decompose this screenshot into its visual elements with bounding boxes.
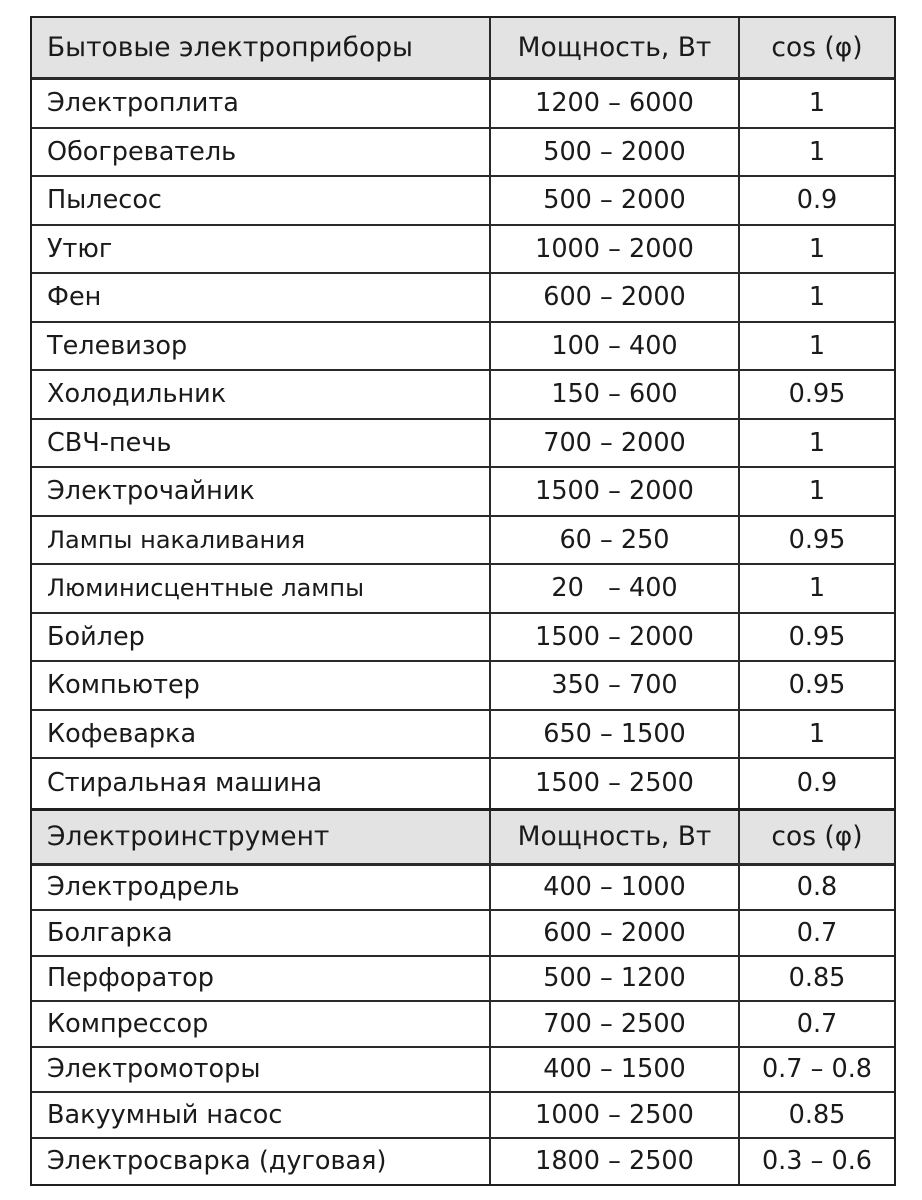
- row-power: 600 – 2000: [491, 274, 740, 321]
- row-power: 700 – 2500: [491, 1002, 740, 1046]
- row-power: 1000 – 2500: [491, 1093, 740, 1137]
- row-power: 1500 – 2000: [491, 468, 740, 515]
- table-row: [32, 565, 894, 614]
- row-cos: 1: [808, 233, 826, 264]
- table-row: [32, 662, 894, 711]
- table-row: [32, 866, 894, 912]
- row-power: 700 – 2000: [491, 420, 740, 467]
- row-cos: 0.3 – 0.6: [761, 1146, 873, 1177]
- table-row: [32, 129, 894, 178]
- row-name: СВЧ-печь: [32, 420, 491, 467]
- row-power: 150 – 600: [491, 371, 740, 418]
- row-cos: 1: [808, 88, 826, 119]
- row-name: Холодильник: [32, 371, 491, 418]
- row-power: 650 – 1500: [491, 711, 740, 758]
- table-row: [32, 957, 894, 1003]
- row-name: Утюг: [32, 226, 491, 273]
- tools-section: [32, 866, 894, 1185]
- row-cos: 1: [808, 573, 826, 604]
- row-name: Электрочайник: [32, 468, 491, 515]
- table-row: [32, 911, 894, 957]
- row-cos: 0.9: [796, 185, 838, 216]
- row-cos: 0.95: [788, 379, 846, 410]
- row-name: Кофеварка: [32, 711, 491, 758]
- power-consumption-table: [30, 16, 896, 1186]
- row-name: Электросварка (дуговая): [32, 1139, 491, 1185]
- table-row: [32, 371, 894, 420]
- row-cos: 0.7 – 0.8: [761, 1054, 873, 1085]
- row-power: 1800 – 2500: [491, 1139, 740, 1185]
- row-name: Бойлер: [32, 614, 491, 661]
- row-power: 1500 – 2000: [491, 614, 740, 661]
- row-name: Болгарка: [32, 911, 491, 955]
- table-row: [32, 711, 894, 760]
- row-name: Электродрель: [32, 866, 491, 910]
- row-power: 100 – 400: [491, 323, 740, 370]
- row-cos: 0.7: [796, 917, 838, 948]
- row-power: 600 – 2000: [491, 911, 740, 955]
- row-cos: 1: [808, 282, 826, 313]
- appliances-section: [32, 80, 894, 808]
- table-row: [32, 759, 894, 808]
- table-row: [32, 323, 894, 372]
- row-cos: 0.85: [788, 963, 846, 994]
- appliances-header-cos: cos (φ): [771, 32, 863, 63]
- row-power: 60 – 250: [491, 517, 740, 564]
- table-row: [32, 274, 894, 323]
- table-row: [32, 1093, 894, 1139]
- row-power: 500 – 1200: [491, 957, 740, 1001]
- row-name: Стиральная машина: [32, 759, 491, 808]
- table-row: [32, 517, 894, 566]
- appliances-header-power: Мощность, Вт: [491, 18, 740, 77]
- row-power: 400 – 1500: [491, 1048, 740, 1092]
- row-power: 400 – 1000: [491, 866, 740, 910]
- table-row: [32, 226, 894, 275]
- row-power: 500 – 2000: [491, 177, 740, 224]
- table-row: [32, 1139, 894, 1185]
- row-power: 1200 – 6000: [491, 80, 740, 127]
- row-name: Лампы накаливания: [32, 517, 491, 564]
- appliances-header-name: Бытовые электроприборы: [32, 18, 491, 77]
- row-cos: 0.95: [788, 524, 846, 555]
- table-row: [32, 468, 894, 517]
- row-name: Телевизор: [32, 323, 491, 370]
- row-cos: 1: [808, 476, 826, 507]
- row-cos: 0.8: [796, 872, 838, 903]
- tools-header-cos: cos (φ): [771, 821, 863, 852]
- row-power: 1000 – 2000: [491, 226, 740, 273]
- table-row: [32, 614, 894, 663]
- table-row: [32, 1048, 894, 1094]
- row-name: Обогреватель: [32, 129, 491, 176]
- row-name: Пылесос: [32, 177, 491, 224]
- row-power: 20 – 400: [491, 565, 740, 612]
- row-cos: 1: [808, 136, 826, 167]
- row-cos: 1: [808, 427, 826, 458]
- row-cos: 0.85: [788, 1099, 846, 1130]
- table-row: [32, 1002, 894, 1048]
- row-cos: 0.7: [796, 1008, 838, 1039]
- row-cos: 0.9: [796, 768, 838, 799]
- tools-header-name: Электроинструмент: [32, 811, 491, 863]
- table-row: [32, 420, 894, 469]
- row-name: Компрессор: [32, 1002, 491, 1046]
- row-cos: 0.95: [788, 621, 846, 652]
- table-row: [32, 177, 894, 226]
- row-power: 1500 – 2500: [491, 759, 740, 808]
- row-name: Электроплита: [32, 80, 491, 127]
- row-name: Перфоратор: [32, 957, 491, 1001]
- row-cos: 1: [808, 718, 826, 749]
- row-name: Электромоторы: [32, 1048, 491, 1092]
- tools-header-power: Мощность, Вт: [491, 811, 740, 863]
- row-power: 500 – 2000: [491, 129, 740, 176]
- row-name: Вакуумный насос: [32, 1093, 491, 1137]
- row-name: Фен: [32, 274, 491, 321]
- row-cos: 0.95: [788, 670, 846, 701]
- table-row: [32, 80, 894, 129]
- row-power: 350 – 700: [491, 662, 740, 709]
- appliances-header-row: [32, 18, 894, 80]
- row-name: Люминисцентные лампы: [32, 565, 491, 612]
- row-name: Компьютер: [32, 662, 491, 709]
- tools-header-row: [32, 808, 894, 866]
- row-cos: 1: [808, 330, 826, 361]
